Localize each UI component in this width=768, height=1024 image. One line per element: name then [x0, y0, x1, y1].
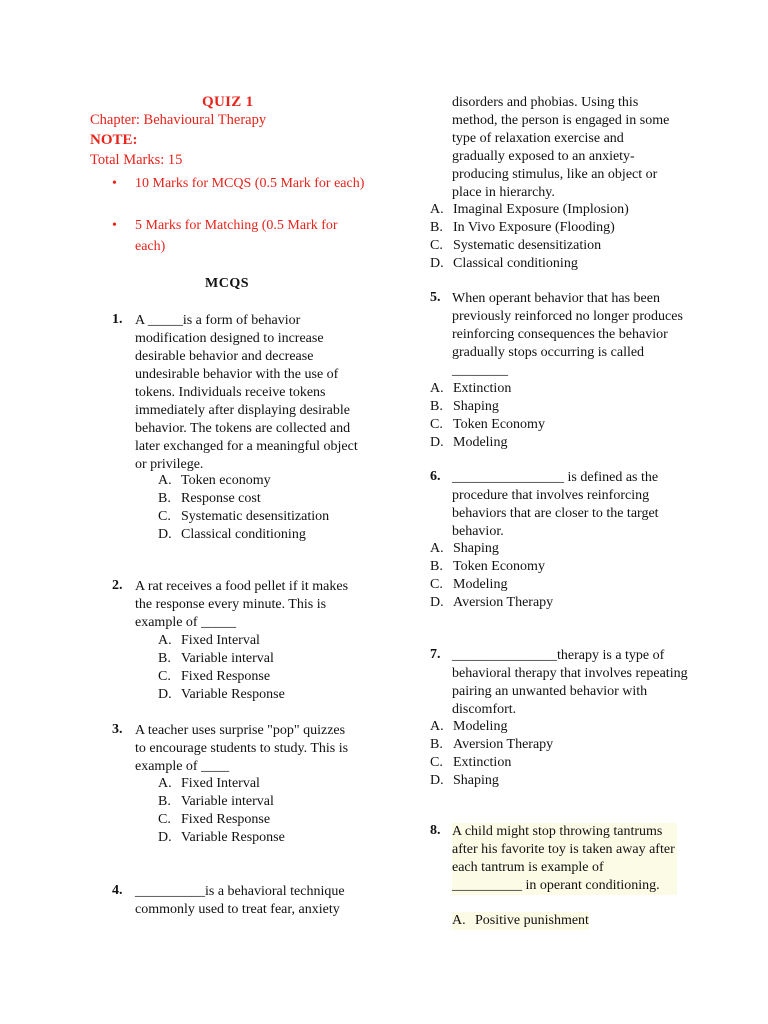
- option-letter: C.: [430, 755, 443, 770]
- total-marks: Total Marks: 15: [90, 152, 183, 168]
- option-list: [430, 201, 629, 273]
- option[interactable]: [430, 237, 629, 255]
- option-letter: A.: [430, 719, 444, 734]
- option-letter: B.: [430, 399, 443, 414]
- question-text: ________________ is defined as the procedure that involves reinforcing behaviors that are closer to the target behavior.: [452, 470, 659, 539]
- option-text: Modeling: [453, 435, 508, 450]
- option-letter: A.: [430, 202, 444, 217]
- option[interactable]: [430, 718, 553, 736]
- option-text: Fixed Interval: [181, 633, 260, 648]
- option[interactable]: [158, 829, 285, 847]
- option-letter: C.: [430, 577, 443, 592]
- question-number: 1.: [112, 312, 123, 327]
- option[interactable]: [430, 558, 553, 576]
- option[interactable]: [158, 811, 285, 829]
- option[interactable]: [430, 255, 629, 273]
- option-text: Shaping: [453, 541, 499, 556]
- question-number: 7.: [430, 647, 441, 662]
- option-text: Classical conditioning: [453, 256, 578, 271]
- question-text: _______________therapy is a type of behavioral therapy that involves repeating pairing an unwanted behavior with discomfort.: [452, 648, 688, 717]
- option-text: Systematic desensitization: [453, 238, 602, 253]
- option-text: Shaping: [453, 399, 499, 414]
- option-text: Response cost: [181, 491, 261, 506]
- option-text: Token Economy: [453, 417, 545, 432]
- option[interactable]: [158, 472, 329, 490]
- question-number: 4.: [112, 883, 123, 898]
- option-letter: D.: [158, 830, 172, 845]
- option-letter: C.: [430, 417, 443, 432]
- option[interactable]: [158, 775, 285, 793]
- option-letter: A.: [158, 473, 172, 488]
- option-list: [430, 718, 553, 790]
- question-number: 2.: [112, 578, 123, 593]
- option-text: Positive punishment: [475, 913, 589, 928]
- option-list: [158, 472, 329, 544]
- option-letter: C.: [158, 812, 171, 827]
- option-text: Shaping: [453, 773, 499, 788]
- option-letter: D.: [430, 435, 444, 450]
- option[interactable]: [430, 576, 553, 594]
- option-list: [430, 540, 553, 612]
- question-text-continued: disorders and phobias. Using this method, the person is engaged in some type of relaxation exercise and gradually exposed to an anxiety-producing stimulus, like an object or place in hierarchy.: [452, 95, 670, 200]
- option-letter: A.: [430, 381, 444, 396]
- option-letter: D.: [430, 773, 444, 788]
- option-text: Aversion Therapy: [453, 737, 554, 752]
- option-letter: A.: [158, 776, 172, 791]
- option-letter: B.: [430, 220, 443, 235]
- option-text: Extinction: [453, 381, 512, 396]
- option-list: [158, 775, 285, 847]
- option-letter: B.: [430, 559, 443, 574]
- option[interactable]: [158, 650, 285, 668]
- option-text: Fixed Response: [181, 812, 271, 827]
- option-list: [158, 632, 285, 704]
- option[interactable]: [430, 754, 553, 772]
- question-number: 6.: [430, 469, 441, 484]
- option-text: Fixed Interval: [181, 776, 260, 791]
- option-text: Classical conditioning: [181, 527, 306, 542]
- marks-bullet: • 5 Marks for Matching (0.5 Mark for each): [135, 215, 370, 257]
- option-list: [452, 912, 589, 930]
- option-text: Token economy: [181, 473, 271, 488]
- option[interactable]: [430, 434, 545, 452]
- note-label: NOTE:: [90, 132, 138, 148]
- option[interactable]: [158, 686, 285, 704]
- option[interactable]: [158, 668, 285, 686]
- option-letter: D.: [158, 527, 172, 542]
- option-letter: A.: [158, 633, 172, 648]
- chapter-line: Chapter: Behavioural Therapy: [90, 112, 267, 128]
- option-text: Variable Response: [181, 830, 285, 845]
- question-number: 3.: [112, 722, 123, 737]
- question-text: When operant behavior that has been previously reinforced no longer produces reinforcing consequences the behavior gradually stops occurring is called ________: [452, 291, 683, 378]
- question-number: 5.: [430, 290, 441, 305]
- option[interactable]: [430, 201, 629, 219]
- option-letter: B.: [158, 491, 171, 506]
- marks-bullet: • 10 Marks for MCQS (0.5 Mark for each): [135, 173, 370, 194]
- option-letter: B.: [158, 651, 171, 666]
- option-text: Modeling: [453, 577, 508, 592]
- option-text: Fixed Response: [181, 669, 271, 684]
- option-text: Extinction: [453, 755, 512, 770]
- option-letter: D.: [158, 687, 172, 702]
- option[interactable]: [158, 490, 329, 508]
- option-letter: C.: [430, 238, 443, 253]
- option[interactable]: [430, 219, 629, 237]
- option-text: Variable Response: [181, 687, 285, 702]
- option-letter: B.: [158, 794, 171, 809]
- option[interactable]: [158, 508, 329, 526]
- option-letter: D.: [430, 595, 444, 610]
- section-heading: MCQS: [205, 276, 249, 291]
- option[interactable]: [158, 793, 285, 811]
- option[interactable]: [158, 632, 285, 650]
- option-letter: D.: [430, 256, 444, 271]
- option[interactable]: [158, 526, 329, 544]
- option[interactable]: [430, 772, 553, 790]
- quiz-title: QUIZ 1: [202, 94, 254, 110]
- option[interactable]: [430, 398, 545, 416]
- option-letter: C.: [158, 669, 171, 684]
- option-text: Variable interval: [181, 651, 274, 666]
- option-text: In Vivo Exposure (Flooding): [453, 220, 615, 235]
- option[interactable]: [430, 540, 553, 558]
- option-text: Variable interval: [181, 794, 274, 809]
- option-letter: A.: [452, 913, 466, 928]
- option-text: Aversion Therapy: [453, 595, 554, 610]
- option-text: Modeling: [453, 719, 508, 734]
- option[interactable]: [452, 912, 589, 930]
- option-text: Token Economy: [453, 559, 545, 574]
- question-text: A _____is a form of behavior modification designed to increase desirable behavior and decrease undesirable behavior with the use of tokens. Individuals receive tokens immediately after displaying desirable behavior. The tokens are collected and later exchanged for a meaningful object or privilege.: [135, 313, 358, 472]
- option[interactable]: [430, 416, 545, 434]
- option-letter: C.: [158, 509, 171, 524]
- option-list: [430, 380, 545, 452]
- option-text: Imaginal Exposure (Implosion): [453, 202, 629, 217]
- option-text: Systematic desensitization: [181, 509, 330, 524]
- question-text: A teacher uses surprise "pop" quizzes to encourage students to study. This is example of ____: [135, 723, 349, 774]
- option[interactable]: [430, 736, 553, 754]
- option-letter: B.: [430, 737, 443, 752]
- option[interactable]: [430, 380, 545, 398]
- question-text: A child might stop throwing tantrums after his favorite toy is taken away after each tantrum is example of __________ in operant conditioning.: [452, 823, 677, 895]
- question-number: 8.: [430, 823, 441, 838]
- question-text: A rat receives a food pellet if it makes the response every minute. This is example of _____: [135, 579, 349, 630]
- question-text: __________is a behavioral technique commonly used to treat fear, anxiety: [135, 884, 345, 917]
- option-letter: A.: [430, 541, 444, 556]
- option[interactable]: [430, 594, 553, 612]
